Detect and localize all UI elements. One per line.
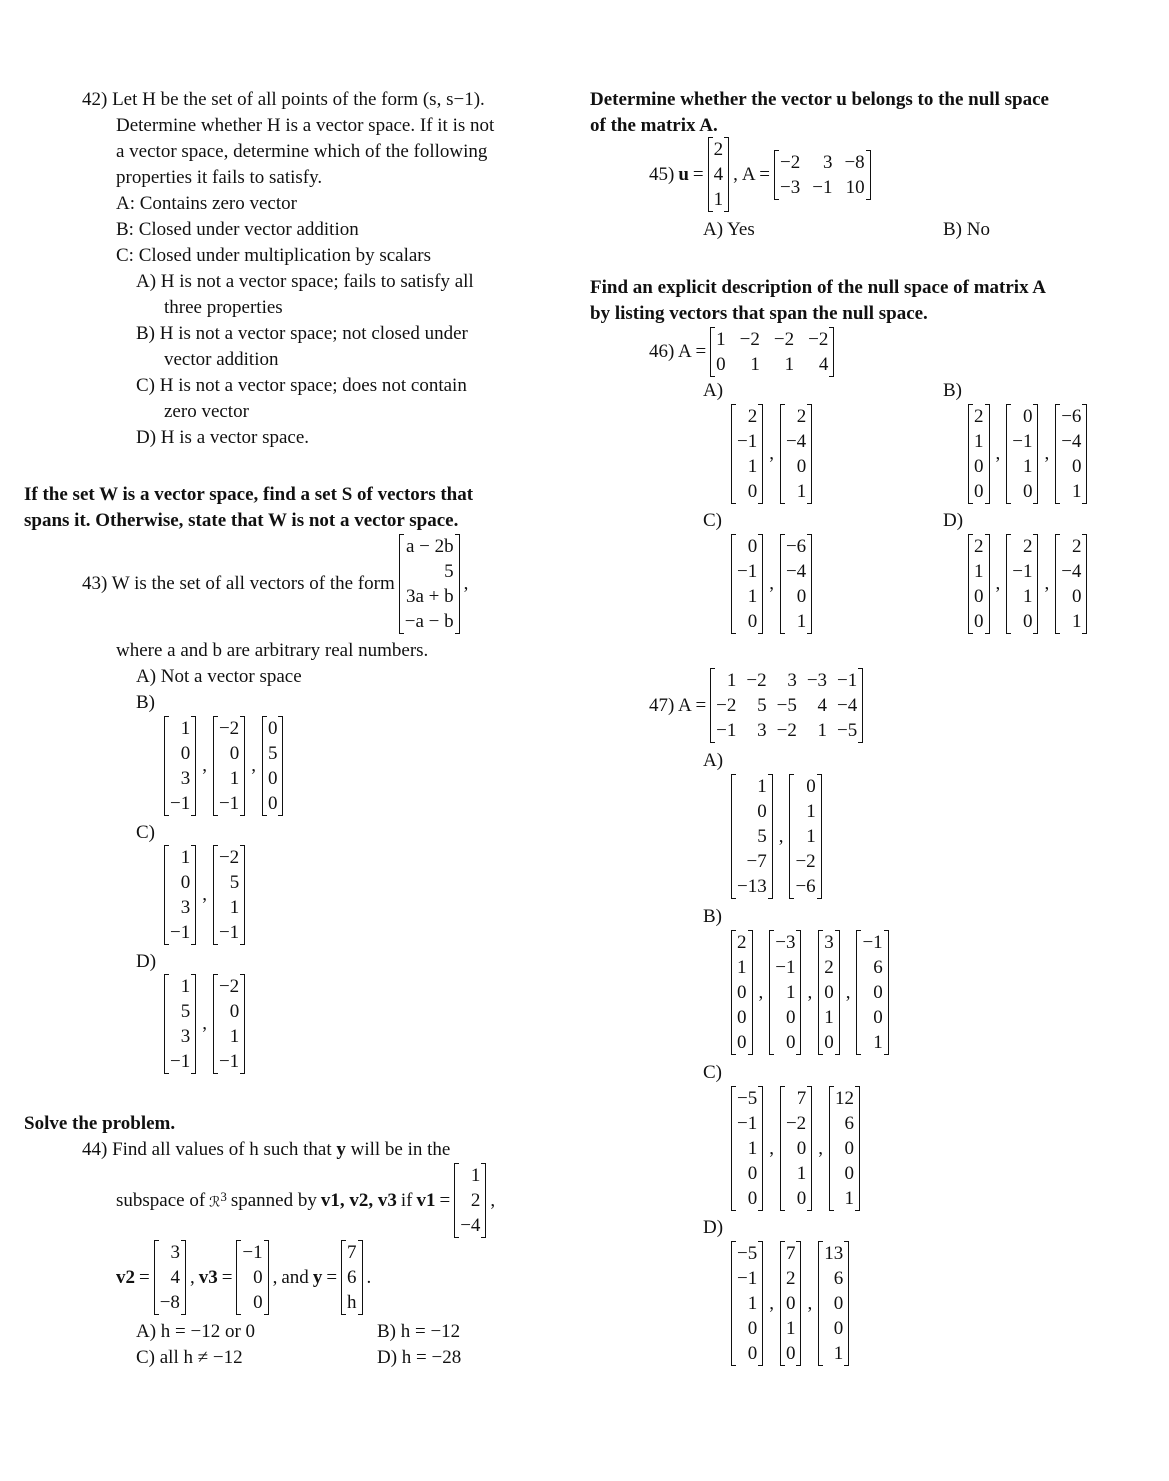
y-vector: 7 6 h bbox=[341, 1240, 363, 1315]
q47-opt-a-vectors: 1 0 5 −7 −13 , 0 1 1 −2 −6 bbox=[731, 774, 822, 899]
q43-opt-b-vectors: 1 0 3 −1 , −2 0 1 −1 , 0 5 0 0 bbox=[164, 716, 283, 816]
v2-vector: 3 4 −8 bbox=[154, 1240, 186, 1315]
q42-line4: properties it fails to satisfy. bbox=[116, 167, 323, 188]
vector: 0 1 1 −2 −6 bbox=[789, 774, 821, 899]
vector: 0 5 0 0 bbox=[262, 716, 284, 816]
q47-opt-d-vectors: −5 −1 1 0 0 , 7 2 0 1 0 , 13 6 0 0 1 bbox=[731, 1241, 849, 1366]
q44-opt-d: D) h = −28 bbox=[377, 1347, 462, 1368]
vector: −2 0 1 −1 bbox=[213, 974, 245, 1074]
vector: 1 0 3 −1 bbox=[164, 845, 196, 945]
vector: 2 −4 0 1 bbox=[780, 404, 812, 504]
q42-opt-a-cont: three properties bbox=[164, 297, 283, 318]
vector: 13 6 0 0 1 bbox=[818, 1241, 849, 1366]
u-vector: 2 4 1 bbox=[708, 137, 730, 212]
q42-line1: 42) Let H be the set of all points of the form (s, s−1). bbox=[82, 89, 485, 110]
vector: 0 −1 1 0 bbox=[1006, 404, 1038, 504]
section-46-heading-1: Find an explicit description of the null space of matrix A bbox=[590, 277, 1046, 298]
vector: −2 0 1 −1 bbox=[213, 716, 245, 816]
q43-opt-c-vectors: 1 0 3 −1 , −2 5 1 −1 bbox=[164, 845, 245, 945]
q44-opt-a: A) h = −12 or 0 bbox=[136, 1321, 256, 1342]
q46-opt-c-vectors: 0 −1 1 0 , −6 −4 0 1 bbox=[731, 534, 812, 634]
vector: 1 0 3 −1 bbox=[164, 716, 196, 816]
vector: 2 −4 0 1 bbox=[1055, 534, 1087, 634]
section-45-heading-2: of the matrix A. bbox=[590, 115, 718, 136]
q42-prop-a: A: Contains zero vector bbox=[116, 193, 297, 214]
matrix-a: −2 3 −8 −3 −1 10 bbox=[774, 150, 871, 200]
vector: −3 −1 1 0 0 bbox=[769, 930, 801, 1055]
q43-form-vector: a − 2b 5 3a + b −a − b bbox=[399, 534, 460, 634]
q46-opt-d-vectors: 2 1 0 0 , 2 −1 1 0 , 2 −4 0 1 bbox=[968, 534, 1087, 634]
q46-opt-d-label: D) bbox=[943, 510, 964, 531]
q44-opt-c: C) all h ≠ −12 bbox=[136, 1347, 243, 1368]
section-43-heading-2: spans it. Otherwise, state that W is not a vector space. bbox=[24, 510, 459, 531]
q43-opt-c-label: C) bbox=[136, 822, 155, 843]
q47-opt-c-vectors: −5 −1 1 0 0 , 7 −2 0 1 0 , 12 6 0 0 1 bbox=[731, 1086, 860, 1211]
q46-opt-b-vectors: 2 1 0 0 , 0 −1 1 0 , −6 −4 0 1 bbox=[968, 404, 1087, 504]
vector: −5 −1 1 0 0 bbox=[731, 1086, 763, 1211]
section-45-heading-1: Determine whether the vector u belongs to the null space bbox=[590, 89, 1049, 110]
section-44-heading: Solve the problem. bbox=[24, 1113, 176, 1134]
vector: 2 1 0 0 0 bbox=[731, 930, 753, 1055]
vector: 3 2 0 1 0 bbox=[818, 930, 840, 1055]
q42-opt-d: D) H is a vector space. bbox=[136, 427, 310, 448]
v3-vector: −1 0 0 bbox=[236, 1240, 268, 1315]
r3-symbol: ℛ$^3$ bbox=[209, 1189, 227, 1211]
matrix-a: 1 −2 −2 −2 0 1 1 4 bbox=[710, 327, 834, 377]
q42-prop-b: B: Closed under vector addition bbox=[116, 219, 359, 240]
vector: −1 6 0 0 1 bbox=[856, 930, 888, 1055]
vector: 2 1 0 0 bbox=[968, 534, 990, 634]
vector: −2 5 1 −1 bbox=[213, 845, 245, 945]
vector: 1 5 3 −1 bbox=[164, 974, 196, 1074]
q45-stem: 45) u = 2 4 1 , A = −2 3 −8 −3 −1 10 bbox=[649, 137, 871, 212]
vector: −5 −1 1 0 0 bbox=[731, 1241, 763, 1366]
section-43-heading-1: If the set W is a vector space, find a set S of vectors that bbox=[24, 484, 474, 505]
vector: −6 −4 0 1 bbox=[1055, 404, 1087, 504]
q42-opt-b-cont: vector addition bbox=[164, 349, 279, 370]
q44-opt-b: B) h = −12 bbox=[377, 1321, 461, 1342]
vector: 12 6 0 0 1 bbox=[829, 1086, 860, 1211]
q45-opt-b: B) No bbox=[943, 219, 990, 240]
q42-line2: Determine whether H is a vector space. If it is not bbox=[116, 115, 495, 136]
q43-opt-d-vectors: 1 5 3 −1 , −2 0 1 −1 bbox=[164, 974, 245, 1074]
q43-where: where a and b are arbitrary real numbers. bbox=[116, 640, 429, 661]
q44-line1: 44) Find all values of h such that y will be in the bbox=[82, 1139, 451, 1160]
q44-subspace-line: subspace of ℛ$^3$ spanned by v1, v2, v3 if v1 = 1 2 −4 , bbox=[116, 1165, 496, 1236]
q47-opt-c-label: C) bbox=[703, 1062, 722, 1083]
q42-line3: a vector space, determine which of the following bbox=[116, 141, 488, 162]
q47-opt-b-label: B) bbox=[703, 906, 722, 927]
q43-stem: 43) W is the set of all vectors of the form a − 2b 5 3a + b −a − b , bbox=[82, 536, 469, 632]
q45-opt-a: A) Yes bbox=[703, 219, 755, 240]
matrix-a: 1 −2 3 −3 −1 −2 5 −5 4 −4 −1 3 −2 1 −5 bbox=[710, 668, 863, 743]
section-46-heading-2: by listing vectors that span the null space. bbox=[590, 303, 928, 324]
q47-stem: 47) A = 1 −2 3 −3 −1 −2 5 −5 4 −4 −1 3 −2 1 −5 bbox=[649, 668, 863, 743]
vector: 7 −2 0 1 0 bbox=[780, 1086, 812, 1211]
q47-opt-d-label: D) bbox=[703, 1217, 724, 1238]
vector: 7 2 0 1 0 bbox=[780, 1241, 802, 1366]
q47-opt-b-vectors: 2 1 0 0 0 , −3 −1 1 0 0 , 3 2 0 1 0 , −1 6 0 0 1 bbox=[731, 930, 889, 1055]
vector: 2 1 0 0 bbox=[968, 404, 990, 504]
q42-prop-c: C: Closed under multiplication by scalars bbox=[116, 245, 432, 266]
q46-stem: 46) A = 1 −2 −2 −2 0 1 1 4 bbox=[649, 327, 834, 377]
v1-vector: 1 2 −4 bbox=[454, 1163, 486, 1238]
q44-vectors-line: v2 = 3 4 −8 , v3 = −1 0 0 , and y = 7 6 h . bbox=[116, 1242, 372, 1313]
vector: 2 −1 1 0 bbox=[1006, 534, 1038, 634]
q42-opt-a: A) H is not a vector space; fails to satisfy all bbox=[136, 271, 474, 292]
q47-opt-a-label: A) bbox=[703, 750, 724, 771]
vector: 2 −1 1 0 bbox=[731, 404, 763, 504]
q46-opt-c-label: C) bbox=[703, 510, 722, 531]
vector: −6 −4 0 1 bbox=[780, 534, 812, 634]
vector: 1 0 5 −7 −13 bbox=[731, 774, 773, 899]
q42-opt-c: C) H is not a vector space; does not contain bbox=[136, 375, 467, 396]
q46-opt-a-vectors: 2 −1 1 0 , 2 −4 0 1 bbox=[731, 404, 812, 504]
q43-opt-b-label: B) bbox=[136, 692, 155, 713]
q43-stem-text: 43) W is the set of all vectors of the form bbox=[82, 573, 395, 594]
vector: 0 −1 1 0 bbox=[731, 534, 763, 634]
q42-opt-c-cont: zero vector bbox=[164, 401, 249, 422]
q46-opt-a-label: A) bbox=[703, 380, 724, 401]
q43-opt-a: A) Not a vector space bbox=[136, 666, 302, 687]
q42-opt-b: B) H is not a vector space; not closed under bbox=[136, 323, 468, 344]
q46-opt-b-label: B) bbox=[943, 380, 962, 401]
q43-opt-d-label: D) bbox=[136, 951, 157, 972]
